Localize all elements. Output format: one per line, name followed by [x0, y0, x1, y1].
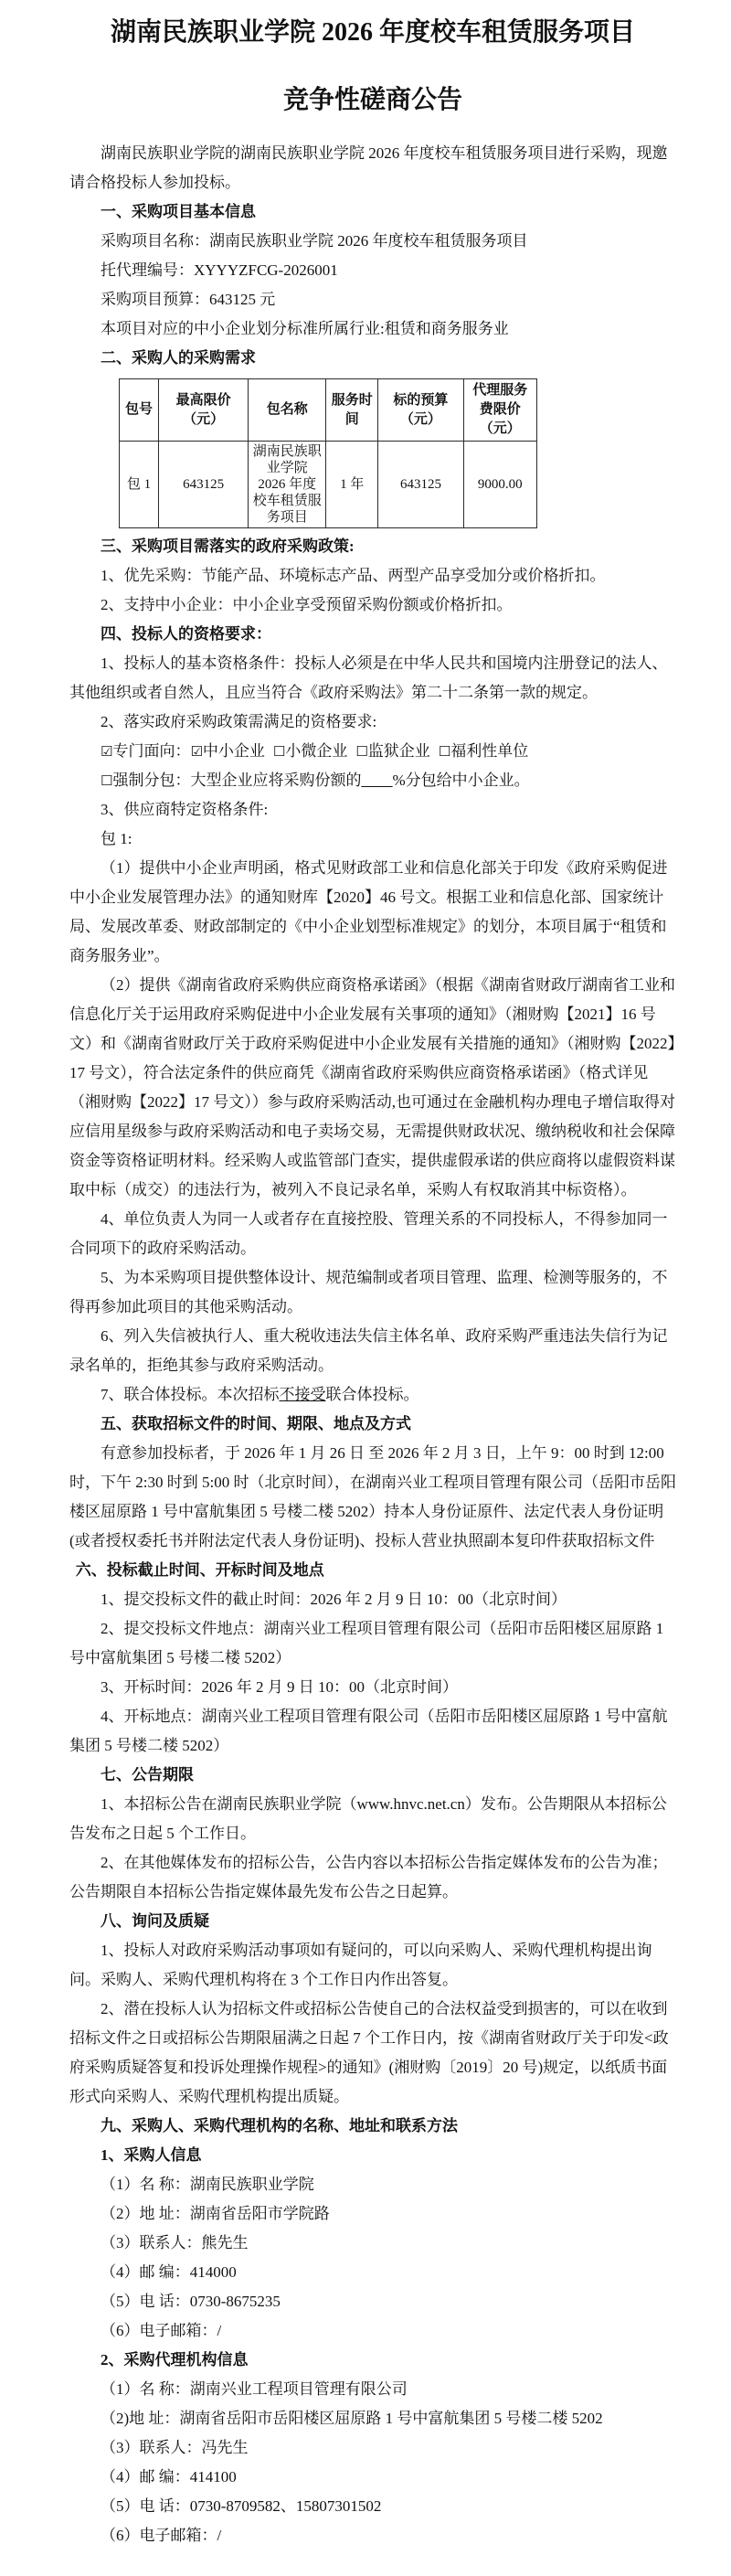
- buyer-phone-line: （5）电 话：0730-8675235: [101, 2293, 281, 2310]
- challenge-item: 2、潜在投标人认为招标文件或招标公告使自己的合法权益受到损害的，可以在收到招标文件之日或招标公告期限届满之日起 7 个工作日内，按《湖南省财政厅关于印发<政府采购质疑答复和投诉处理操作规程>的通知》(湘财购〔2019〕20 号)规定，以纸质书面形式向采购人、采购代理机构提出质疑。: [69, 2000, 669, 2105]
- section-3-heading: 三、采购项目需落实的政府采购政策:: [101, 538, 355, 555]
- checkbox-unchecked-icon: ☐: [272, 743, 286, 760]
- checkbox-unchecked-icon: ☐: [438, 743, 451, 760]
- table-header-package: 包号: [120, 379, 159, 442]
- cell-package-no: 包 1: [120, 442, 159, 528]
- qualification-basic-item: 1、投标人的基本资格条件：投标人必须是在中华人民共和国境内注册登记的法人、其他组织或者自然人，且应当符合《政府采购法》第二十二条第一款的规定。: [69, 655, 668, 701]
- section-5-heading: 五、获取招标文件的时间、期限、地点及方式: [101, 1415, 411, 1432]
- intro-paragraph: 湖南民族职业学院的湖南民族职业学院 2026 年度校车租赁服务项目进行采购，现邀请合格投标人参加投标。: [69, 144, 668, 191]
- forced-subcontract-text: 强制分包：大型企业应将采购份额的: [112, 772, 362, 789]
- section-2-heading: 二、采购人的采购需求: [101, 349, 256, 367]
- option-sme-label: 中小企业: [202, 742, 265, 760]
- table-header-budget: 标的预算（元）: [378, 379, 463, 442]
- buyer-address-line: （2）地 址：湖南省岳阳市学院路: [101, 2205, 330, 2222]
- bid-submission-place-item: 2、提交投标文件地点：湖南兴业工程项目管理有限公司（岳阳市岳阳楼区屈原路 1 号中富航集团 5 号楼二楼 5202）: [69, 1620, 664, 1666]
- table-header-row: [120, 379, 537, 442]
- joint-bid-item: [69, 1380, 676, 1410]
- agent-postcode-line: （4）邮 编：414100: [101, 2468, 237, 2486]
- section-6-heading: 六、投标截止时间、开标时间及地点: [75, 1561, 324, 1579]
- same-responsible-person-item: 4、单位负责人为同一人或者存在直接控股、管理关系的不同投标人，不得参加同一合同项下的政府采购活动。: [69, 1210, 668, 1257]
- blank-underline: ____: [361, 772, 393, 789]
- section-7-heading: 七、公告期限: [101, 1766, 194, 1783]
- agent-phone-line: （5）电 话：0730-8709582、15807301502: [101, 2497, 382, 2515]
- option-micro-label: 小微企业: [285, 742, 348, 760]
- policy-item-sme-support: 2、支持中小企业：中小企业享受预留采购份额或价格折扣。: [101, 596, 513, 613]
- agent-address-line: （2)地 址：湖南省岳阳市岳阳楼区屈原路 1 号中富航集团 5 号楼二楼 5202: [101, 2410, 603, 2427]
- section-8-heading: 八、询问及质疑: [101, 1912, 209, 1930]
- cell-budget: 643125: [378, 442, 463, 528]
- agent-contact-line: （3）联系人：冯先生: [101, 2439, 249, 2456]
- cell-service-time: 1 年: [326, 442, 378, 528]
- doc-title-line2: 竞争性磋商公告: [282, 86, 462, 114]
- forced-subcontract-suffix: %分包给中小企业。: [392, 772, 530, 789]
- inquiry-item: 1、投标人对政府采购活动事项如有疑问的，可以向采购人、采购代理机构提出询问。采购人、采购代理机构将在 3 个工作日内作出答复。: [69, 1942, 652, 1988]
- joint-bid-pre: 7、联合体投标。本次招标: [101, 1386, 280, 1403]
- table-header-package-name: 包名称: [249, 379, 326, 442]
- table-header-max-price: 最高限价（元）: [158, 379, 248, 442]
- agent-name-line: （1）名 称：湖南兴业工程项目管理有限公司: [101, 2380, 408, 2398]
- targeted-label: 专门面向：: [112, 742, 191, 760]
- agency-ref-number-line: 托代理编号：XYYYZFCG-2026001: [101, 261, 338, 279]
- checkbox-checked-icon: ☑: [101, 743, 113, 760]
- checkbox-unchecked-icon: ☐: [101, 772, 113, 789]
- checkbox-checked-icon: ☑: [190, 743, 203, 760]
- section-4-heading: 四、投标人的资格要求：: [101, 625, 271, 643]
- sme-declaration-paragraph: （1）提供中小企业声明函，格式见财政部工业和信息化部关于印发《政府采购促进中小企业发展管理办法》的通知财库【2020】46 号文。根据工业和信息化部、国家统计局、发展改革委、财政部制定的《中小企业划型标准规定》的划分，本项目属于“租赁和商务服务业”。: [69, 859, 668, 964]
- supplier-specific-conditions-item: 3、供应商特定资格条件:: [101, 801, 269, 818]
- procurement-demand-table: [119, 378, 537, 528]
- buyer-info-heading: 1、采购人信息: [101, 2146, 202, 2164]
- commitment-letter-paragraph: （2）提供《湖南省政府采购供应商资格承诺函》（根据《湖南省财政厅湖南省工业和信息化厅关于运用政府采购促进中小企业发展有关事项的通知》（湘财购【2021】16 号文）和《湖南省财政厅关于政府采购促进中小企业发展有关措施的通知》（湘财购【2022】17 号文），符合法定条件的供应商凭《湖南省政府采购供应商资格承诺函》（格式详见（湘财购【2022】17 号文））参与政府采购活动,也可通过在金融机构办理电子增信取得对应信用星级参与政府采购活动和电子卖场交易，无需提供财政状况、缴纳税收和社会保障资金等资格证明材料。经采购人或监管部门查实，提供虚假承诺的供应商将以虚假资料谋取中标（成交）的违法行为，被列入不良记录名单，采购人有权取消其中标资格）。: [69, 976, 675, 1198]
- section-1-heading: 一、采购项目基本信息: [101, 203, 256, 220]
- buyer-contact-line: （3）联系人：熊先生: [101, 2234, 249, 2251]
- bid-opening-time-item: 3、开标时间：2026 年 2 月 9 日 10：00（北京时间）: [101, 1678, 458, 1696]
- table-header-service-time: 服务时间: [326, 379, 378, 442]
- joint-bid-not-accepted: 不接受: [279, 1386, 326, 1403]
- policy-item-priority: 1、优先采购：节能产品、环境标志产品、两型产品享受加分或价格折扣。: [101, 567, 606, 584]
- option-welfare-label: 福利性单位: [450, 742, 529, 760]
- table-row: [120, 442, 537, 528]
- buyer-name-line: （1）名 称：湖南民族职业学院: [101, 2176, 314, 2193]
- package-1-label: 包 1:: [101, 830, 132, 847]
- announcement-media-item: 2、在其他媒体发布的招标公告，公告内容以本招标公告指定媒体发布的公告为准；公告期限自本招标公告指定媒体最先发布公告之日起算。: [69, 1854, 668, 1900]
- option-prison-label: 监狱企业: [367, 742, 430, 760]
- table-header-agency-fee: 代理服务费限价（元）: [463, 379, 536, 442]
- announcement-publish-item: 1、本招标公告在湖南民族职业学院（www.hnvc.net.cn）发布。公告期限从本招标公告发布之日起 5 个工作日。: [69, 1795, 667, 1842]
- buyer-postcode-line: （4）邮 编：414000: [101, 2263, 237, 2281]
- design-service-restriction-item: 5、为本采购项目提供整体设计、规范编制或者项目管理、监理、检测等服务的，不得再参加此项目的其他采购活动。: [69, 1269, 668, 1315]
- project-budget-line: 采购项目预算：643125 元: [101, 291, 276, 308]
- project-name-line: 采购项目名称：湖南民族职业学院 2026 年度校车租赁服务项目: [101, 232, 528, 250]
- checkbox-unchecked-icon: ☐: [355, 743, 368, 760]
- forced-subcontract-line: [69, 766, 676, 795]
- cell-max-price: 643125: [158, 442, 248, 528]
- dishonesty-list-item: 6、列入失信被执行人、重大税收违法失信主体名单、政府采购严重违法失信行为记录名单的，拒绝其参与政府采购活动。: [69, 1327, 668, 1374]
- cell-package-name: 湖南民族职业学院 2026 年度校车租赁服务项目: [249, 442, 326, 528]
- bid-deadline-item: 1、提交投标文件的截止时间：2026 年 2 月 9 日 10：00（北京时间）: [101, 1591, 567, 1608]
- agent-email-line: （6）电子邮箱：/: [101, 2527, 222, 2544]
- agent-info-heading: 2、采购代理机构信息: [101, 2351, 249, 2368]
- doc-title-line1: 湖南民族职业学院 2026 年度校车租赁服务项目: [110, 18, 635, 47]
- buyer-email-line: （6）电子邮箱：/: [101, 2322, 222, 2339]
- joint-bid-post: 联合体投标。: [325, 1386, 419, 1403]
- qualification-policy-item: 2、落实政府采购政策需满足的资格要求:: [101, 713, 377, 730]
- industry-category-line: 本项目对应的中小企业划分标准所属行业:租赁和商务服务业: [101, 320, 509, 337]
- bid-opening-place-item: 4、开标地点：湖南兴业工程项目管理有限公司（岳阳市岳阳楼区屈原路 1 号中富航集团 5 号楼二楼 5202）: [69, 1708, 668, 1754]
- targeted-procurement-line: [69, 737, 676, 766]
- cell-agency-fee: 9000.00: [463, 442, 536, 528]
- document-obtaining-paragraph: 有意参加投标者，于 2026 年 1 月 26 日 至 2026 年 2 月 3 日，上午 9：00 时到 12:00 时，下午 2:30 时到 5:00 时（北京时间），在湖南兴业工程项目管理有限公司（岳阳市岳阳楼区屈原路 1 号中富航集团 5 号楼二楼 5202）持本人身份证原件、法定代表人身份证明(或者授权委托书并附法定代表人身份证明)、投标人营业执照副本复印件获取招标文件: [69, 1444, 676, 1549]
- section-9-heading: 九、采购人、采购代理机构的名称、地址和联系方法: [101, 2117, 458, 2134]
